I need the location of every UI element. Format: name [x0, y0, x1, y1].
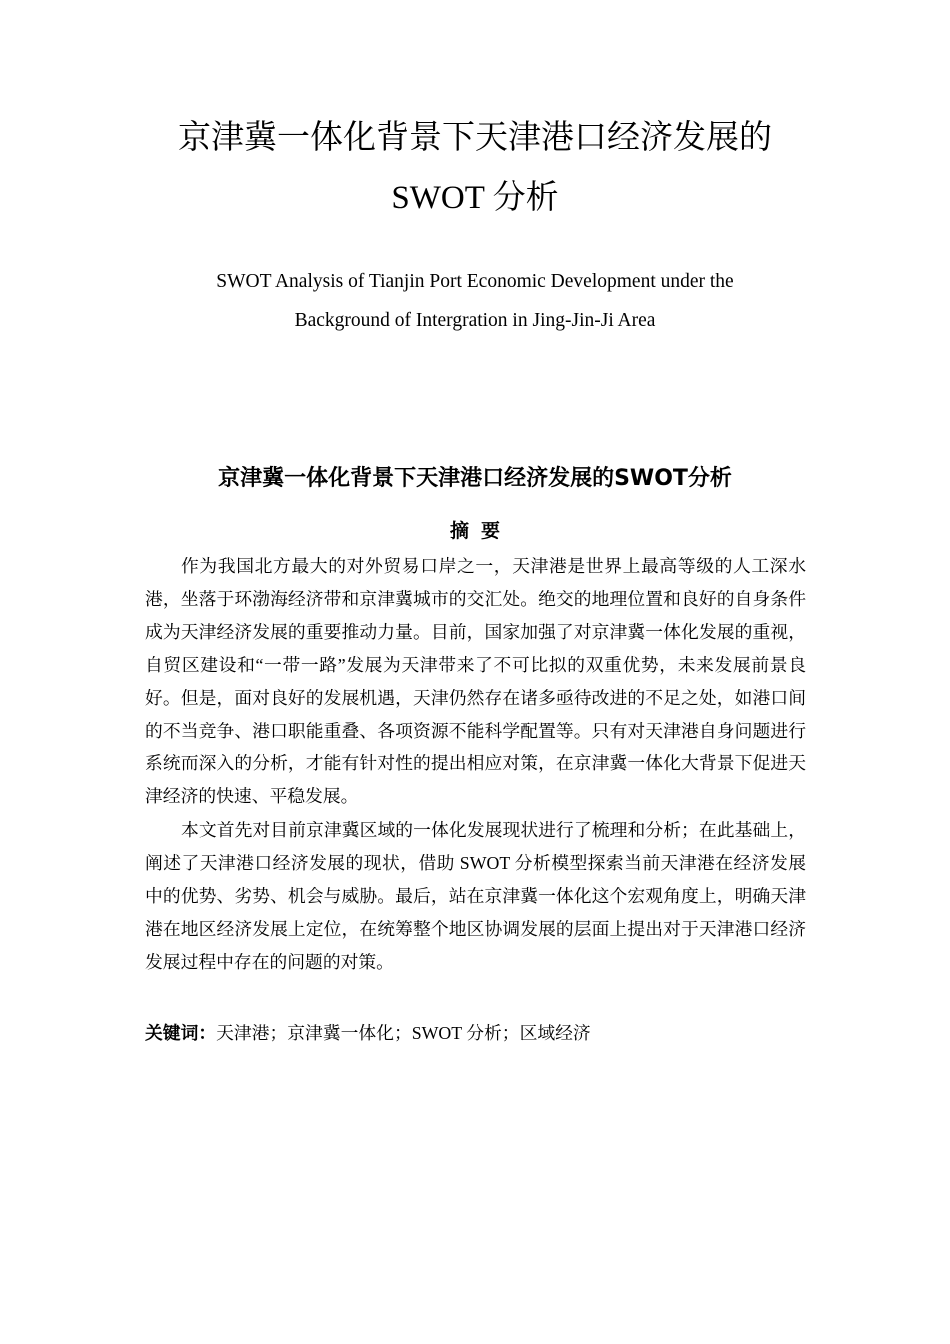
keywords-line [145, 1019, 806, 1048]
abstract-title: 京津冀一体化背景下天津港口经济发展的SWOT分析 [218, 466, 732, 491]
keywords-label: 关键词： [145, 1023, 217, 1044]
title-english-line-1: SWOT Analysis of Tianjin Port Economic Development under the [216, 271, 734, 292]
title-english-line-2: Background of Intergration in Jing-Jin-Ji Area [294, 310, 656, 331]
abstract-paragraph: 本文首先对目前京津冀区域的一体化发展现状进行了梳理和分析；在此基础上，阐述了天津港口经济发展的现状，借助 SWOT 分析模型探索当前天津港在经济发展中的优势、劣势、机会与威胁。最后，站在京津冀一体化这个宏观角度上，明确天津港在地区经济发展上定位，在统筹整个地区协调发展的层面上提出对于天津港口经济发展过程中存在的问题的对策。 [145, 820, 806, 972]
title-chinese-line-2: SWOT 分析 [391, 180, 559, 216]
title-chinese-line-1: 京津冀一体化背景下天津港口经济发展的 [178, 120, 772, 156]
abstract-heading: 摘要 [449, 520, 512, 542]
abstract-paragraph: 作为我国北方最大的对外贸易口岸之一，天津港是世界上最高等级的人工深水港，坐落于环渤海经济带和京津冀城市的交汇处。绝交的地理位置和良好的自身条件成为天津经济发展的重要推动力量。目前，国家加强了对京津冀一体化发展的重视，自贸区建设和“一带一路”发展为天津带来了不可比拟的双重优势，未来发展前景良好。但是，面对良好的发展机遇，天津仍然存在诸多亟待改进的不足之处，如港口间的不当竞争、港口职能重叠、各项资源不能科学配置等。只有对天津港自身问题进行系统而深入的分析，才能有针对性的提出相应对策，在京津冀一体化大背景下促进天津经济的快速、平稳发展。 [145, 556, 806, 807]
keywords-value: 天津港；京津冀一体化；SWOT 分析；区域经济 [216, 1023, 591, 1043]
